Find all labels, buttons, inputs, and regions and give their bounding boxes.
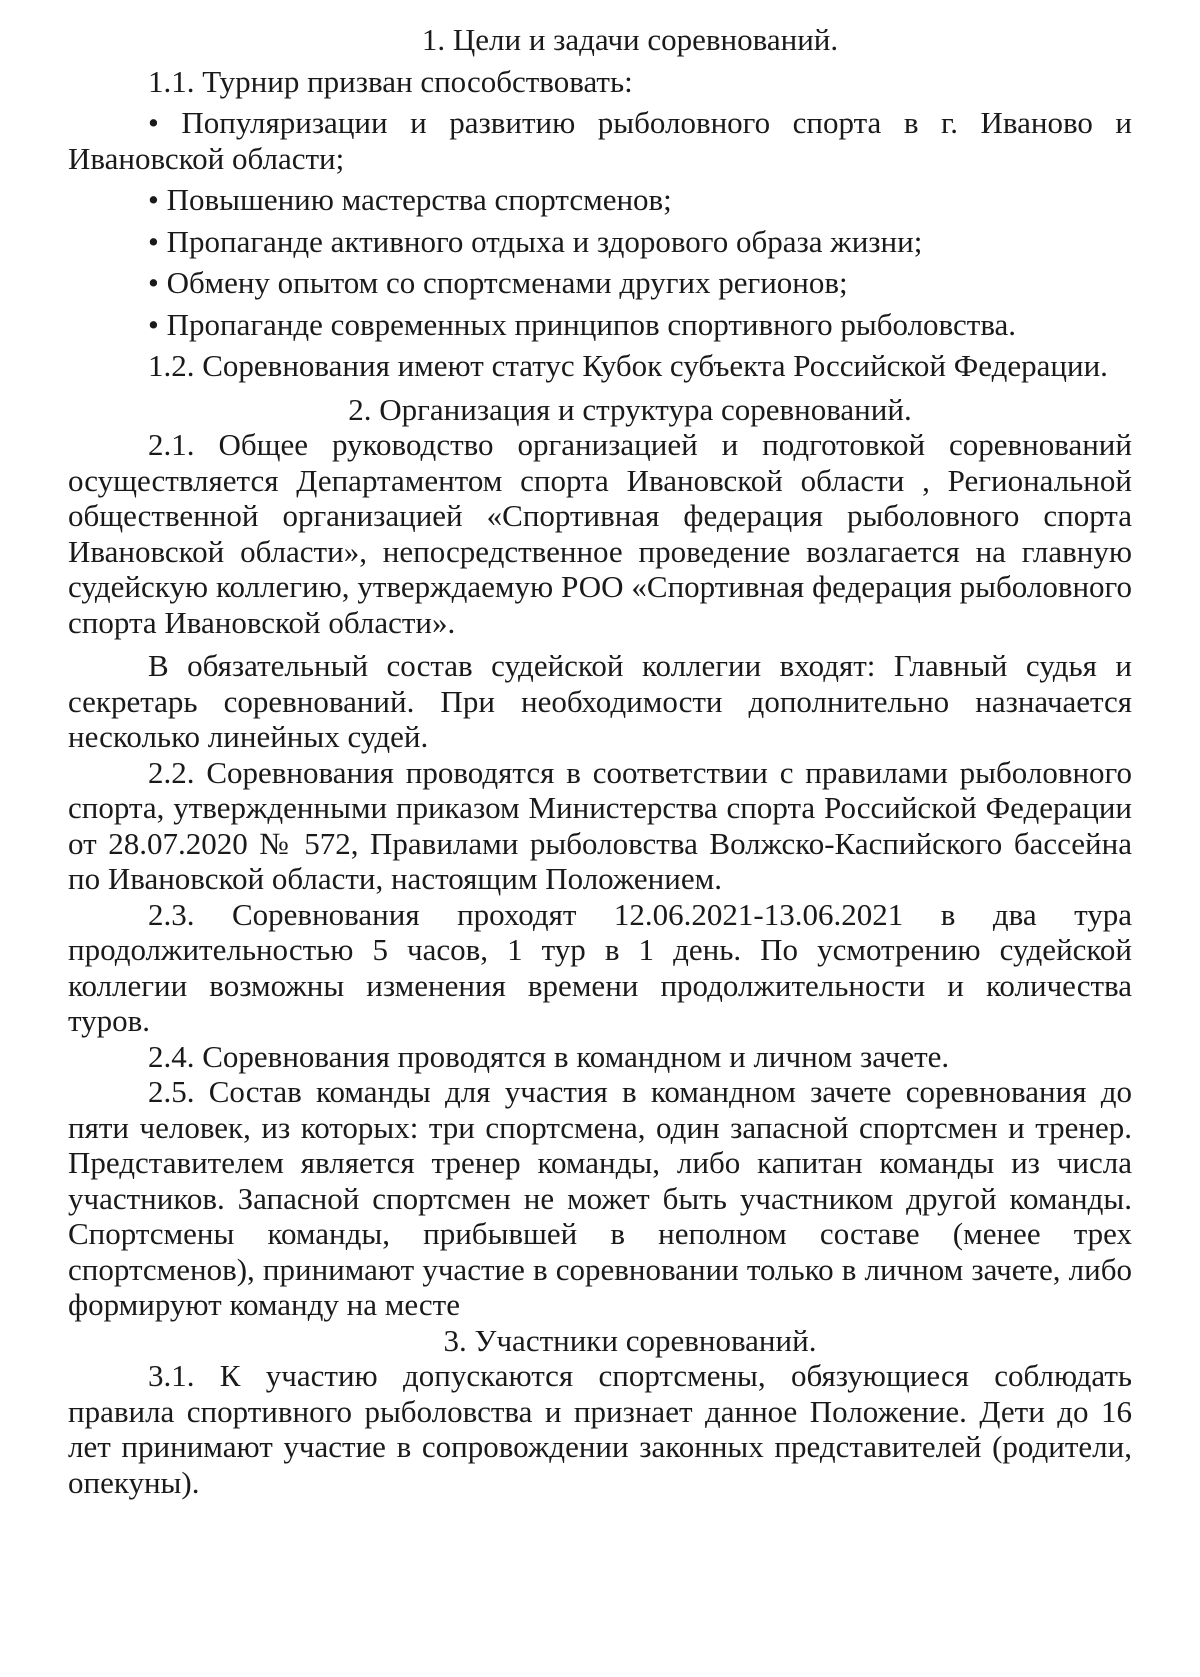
goals-list	[68, 105, 1132, 342]
list-item: • Популяризации и развитию рыболовного спорта в г. Иваново и Ивановской области;	[68, 105, 1132, 176]
paragraph-2-1-judges: В обязательный состав судейской коллегии входят: Главный судья и секретарь соревнований. При необходимости дополнительно назначается несколько линейных судей.	[68, 648, 1132, 754]
list-item: • Пропаганде современных принципов спортивного рыболовства.	[148, 306, 1017, 342]
section-2-heading: 2. Организация и структура соревнований.	[348, 391, 912, 427]
paragraph-2-1: 2.1. Общее руководство организацией и подготовкой соревнований осуществляется Департаментом спорта Ивановской области , Региональной общественной организацией «Спортивная федерация рыболовного спорта Ивановской области», непосредственное проведение возлагается на главную судейскую коллегию, утверждаемую РОО «Спортивная федерация рыболовного спорта Ивановской области».	[68, 427, 1132, 640]
list-item: • Повышению мастерства спортсменов;	[148, 182, 672, 217]
paragraph-3-1: 3.1. К участию допускаются спортсмены, обязующиеся соблюдать правила спортивного рыболовства и признает данное Положение. Дети до 16 лет принимают участие в сопровождении законных представителей (родители, опекуны).	[68, 1358, 1132, 1500]
paragraph-2-4: 2.4. Соревнования проводятся в командном и личном зачете.	[148, 1038, 950, 1074]
paragraph-1-1: 1.1. Турнир призван способствовать:	[148, 63, 633, 99]
section-3-heading: 3. Участники соревнований.	[443, 1322, 817, 1358]
section-1-heading: 1. Цели и задачи соревнований.	[421, 22, 839, 57]
list-item: • Обмену опытом со спортсменами других регионов;	[148, 265, 848, 300]
paragraph-2-3: 2.3. Соревнования проходят 12.06.2021-13.06.2021 в два тура продолжительностью 5 часов, 1 тур в 1 день. По усмотрению судейской коллегии возможны изменения времени продолжительности и количества туров.	[68, 896, 1132, 1038]
list-item: • Пропаганде активного отдыха и здорового образа жизни;	[148, 223, 923, 259]
paragraph-2-2: 2.2. Соревнования проводятся в соответствии с правилами рыболовного спорта, утвержденными приказом Министерства спорта Российской Федерации от 28.07.2020 № 572, Правилами рыболовства Волжско-Каспийского бассейна по Ивановской области, настоящим Положением.	[68, 754, 1132, 896]
paragraph-1-2: 1.2. Соревнования имеют статус Кубок субъекта Российской Федерации.	[148, 348, 1108, 383]
paragraph-2-5: 2.5. Состав команды для участия в командном зачете соревнования до пяти человек, из которых: три спортсмена, один запасной спортсмен и тренер. Представителем является тренер команды, либо капитан команды из числа участников. Запасной спортсмен не может быть участником другой команды. Спортсмены команды, прибывшей в неполном составе (менее трех спортсменов), принимают участие в соревновании только в личном зачете, либо формируют команду на месте	[68, 1074, 1132, 1322]
